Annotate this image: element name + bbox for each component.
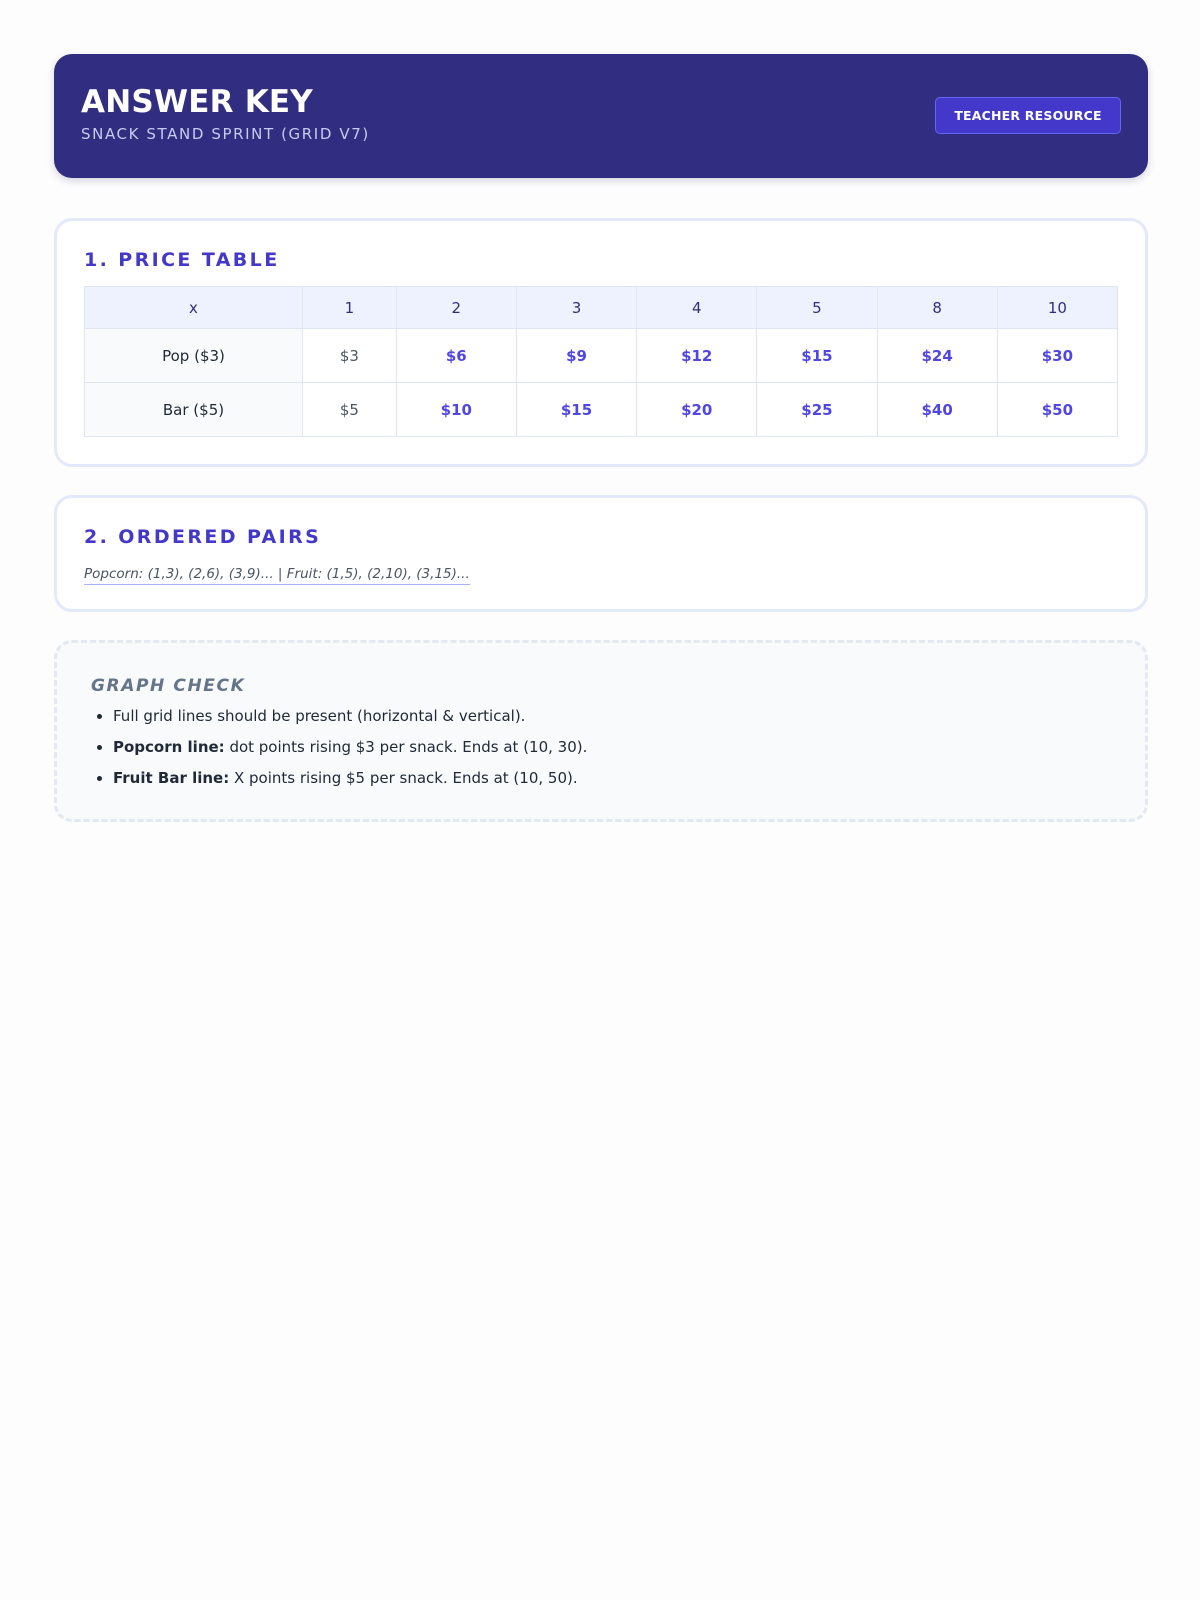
table-header-cell: 5 (757, 287, 877, 329)
answer-key-page (54, 54, 1148, 822)
page-title: ANSWER KEY (81, 84, 313, 120)
table-header-cell: 2 (396, 287, 516, 329)
table-cell-answer: $40 (877, 383, 997, 437)
table-cell-given: $3 (303, 329, 397, 383)
table-header-cell: 1 (303, 287, 397, 329)
check-item-text: dot points rising $3 per snack. Ends at (10, 30). (224, 738, 588, 756)
table-header-row (85, 287, 1118, 329)
check-item-text: X points rising $5 per snack. Ends at (10, 50). (229, 769, 578, 787)
table-cell-answer: $50 (997, 383, 1117, 437)
table-header-cell: 10 (997, 287, 1117, 329)
price-table (84, 286, 1118, 437)
table-header-cell: 8 (877, 287, 997, 329)
table-cell-answer: $15 (757, 329, 877, 383)
table-header-cell: 4 (637, 287, 757, 329)
check-item-text: Full grid lines should be present (horizontal & vertical). (113, 707, 526, 725)
table-row (85, 383, 1118, 437)
table-cell-given: $5 (303, 383, 397, 437)
row-label: Bar ($5) (85, 383, 303, 437)
teacher-resource-badge: TEACHER RESOURCE (935, 97, 1121, 134)
ordered-pairs-title: 2. ORDERED PAIRS (84, 526, 322, 548)
check-item-label: Popcorn line: (113, 738, 225, 756)
list-item (113, 736, 1111, 758)
ordered-pairs-section (54, 495, 1148, 612)
table-header-cell: 3 (516, 287, 636, 329)
price-table-title: 1. PRICE TABLE (84, 249, 280, 271)
table-cell-answer: $12 (637, 329, 757, 383)
table-cell-answer: $24 (877, 329, 997, 383)
table-cell-answer: $30 (997, 329, 1117, 383)
list-item (113, 705, 1111, 727)
graph-check-section (54, 640, 1148, 822)
ordered-pairs-answer: Popcorn: (1,3), (2,6), (3,9)... | Fruit: (1,5), (2,10), (3,15)... (84, 566, 470, 585)
table-row (85, 329, 1118, 383)
table-cell-answer: $20 (637, 383, 757, 437)
table-cell-answer: $9 (516, 329, 636, 383)
table-cell-answer: $10 (396, 383, 516, 437)
check-item-label: Fruit Bar line: (113, 769, 230, 787)
page-header (54, 54, 1148, 178)
table-header-cell: x (85, 287, 303, 329)
table-cell-answer: $15 (516, 383, 636, 437)
graph-check-title: GRAPH CHECK (91, 676, 246, 696)
list-item (113, 767, 1111, 789)
page-subtitle: SNACK STAND SPRINT (GRID V7) (81, 125, 370, 143)
price-table-section (54, 218, 1148, 467)
row-label: Pop ($3) (85, 329, 303, 383)
graph-check-list (91, 705, 1111, 789)
table-cell-answer: $25 (757, 383, 877, 437)
table-cell-answer: $6 (396, 329, 516, 383)
